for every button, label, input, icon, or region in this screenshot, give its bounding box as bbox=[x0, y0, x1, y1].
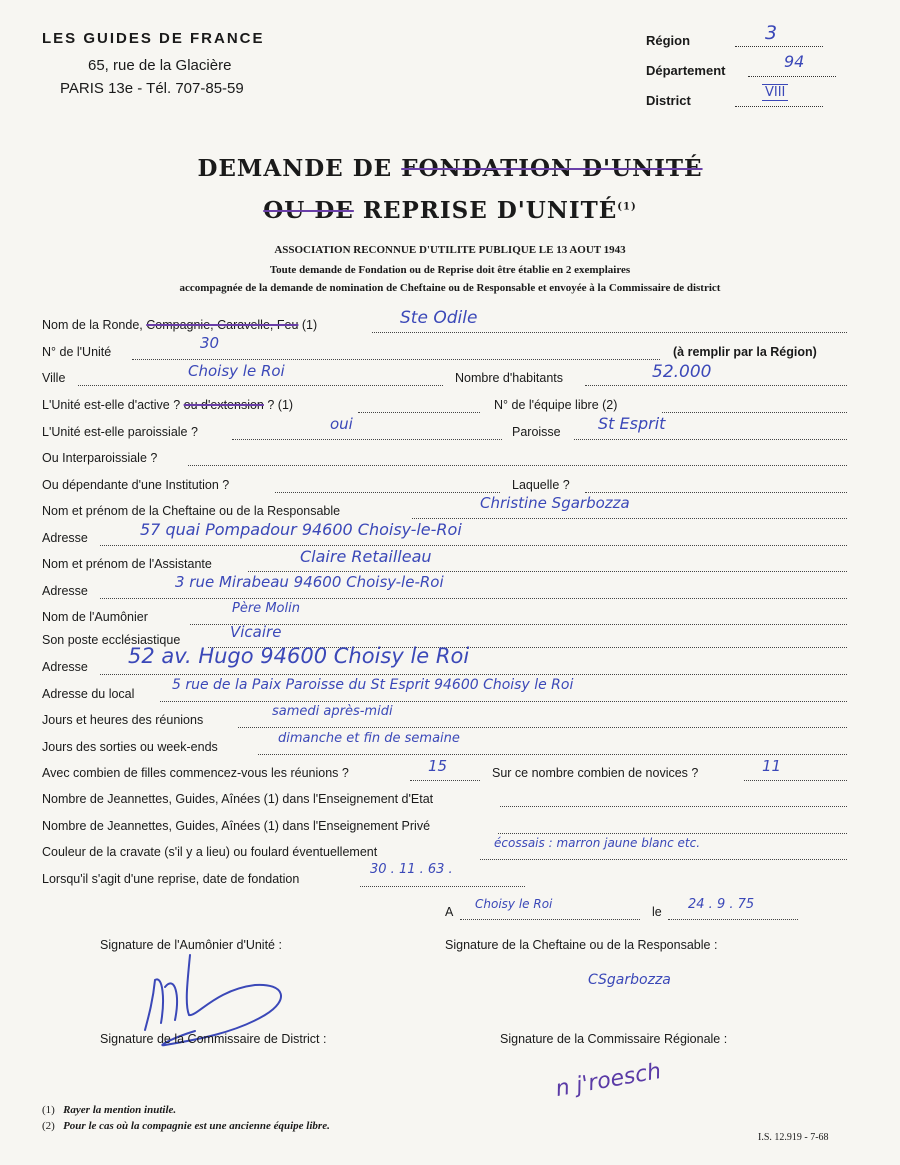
footnote-2: (2) Pour le cas où la compagnie est une ancienne équipe libre. bbox=[42, 1120, 330, 1132]
ville-label: Ville bbox=[42, 371, 66, 385]
aumonier-label: Nom de l'Aumônier bbox=[42, 610, 148, 624]
title-note: (1) bbox=[617, 201, 637, 213]
habitants-field[interactable] bbox=[585, 373, 847, 386]
institution-label: Ou dépendante d'une Institution ? bbox=[42, 478, 230, 492]
novices-value: 11 bbox=[762, 757, 782, 775]
title-line1 bbox=[0, 155, 900, 182]
reprise-value: 30 . 11 . 63 . bbox=[370, 862, 453, 877]
title-ou-de-struck: OU DE bbox=[263, 197, 354, 224]
ville-value: Choisy le Roi bbox=[188, 362, 285, 380]
departement-value: 94 bbox=[784, 52, 805, 71]
etat-field[interactable] bbox=[500, 794, 847, 807]
nom-ronde-label: Nom de la Ronde, Compagnie, Caravelle, Feu (1) bbox=[42, 318, 318, 332]
paroisse-value: St Esprit bbox=[598, 414, 666, 433]
equipe-label: N° de l'équipe libre (2) bbox=[494, 398, 618, 412]
adresse-aumonier-value: 52 av. Hugo 94600 Choisy le Roi bbox=[128, 644, 470, 668]
adresse-cheftaine-value: 57 quai Pompadour 94600 Choisy-le-Roi bbox=[140, 520, 462, 539]
adresse-cheftaine-label: Adresse bbox=[42, 531, 88, 545]
active-field[interactable] bbox=[358, 400, 480, 413]
habitants-label: Nombre d'habitants bbox=[455, 371, 564, 385]
paroissiale-label: L'Unité est-elle paroissiale ? bbox=[42, 425, 198, 439]
reunions-value: samedi après-midi bbox=[272, 704, 393, 719]
cheftaine-signature: CSgarbozza bbox=[588, 972, 671, 988]
sorties-label: Jours des sorties ou week-ends bbox=[42, 740, 218, 754]
reunions-label: Jours et heures des réunions bbox=[42, 713, 204, 727]
adresse-assistante-label: Adresse bbox=[42, 584, 88, 598]
prive-field[interactable] bbox=[498, 821, 847, 834]
equipe-field[interactable] bbox=[662, 400, 847, 413]
paroissiale-value: oui bbox=[330, 415, 353, 433]
cravate-value: écossais : marron jaune blanc etc. bbox=[494, 836, 701, 850]
assistante-label: Nom et prénom de l'Assistante bbox=[42, 557, 212, 571]
laquelle-field[interactable] bbox=[585, 480, 847, 493]
subtitle-instructions-1: Toute demande de Fondation ou de Reprise doit être établie en 2 exemplaires bbox=[269, 264, 631, 276]
assistante-value: Claire Retailleau bbox=[300, 547, 432, 566]
filles-value: 15 bbox=[428, 757, 448, 775]
paroisse-label: Paroisse bbox=[512, 425, 561, 439]
novices-field[interactable] bbox=[744, 768, 847, 781]
title-line2 bbox=[0, 197, 900, 224]
active-label: L'Unité est-elle d'active ? ou d'extension ? (1) bbox=[42, 398, 294, 412]
signature-commissaire-district-label: Signature de la Commissaire de District : bbox=[100, 1032, 327, 1046]
regionale-signature: n j'roesch bbox=[553, 1058, 664, 1103]
interparoissiale-label: Ou Interparoissiale ? bbox=[42, 451, 158, 465]
region-field[interactable] bbox=[735, 30, 823, 47]
poste-value: Vicaire bbox=[230, 623, 282, 641]
departement-label: Département bbox=[646, 63, 726, 78]
subtitle-instructions-2: accompagnée de la demande de nomination de Cheftaine ou de Responsable et envoyée à la Commissaire de district bbox=[179, 282, 721, 294]
lieu-label: A bbox=[445, 905, 454, 919]
title-demande: DEMANDE DE bbox=[197, 155, 393, 182]
district-label: District bbox=[646, 93, 691, 108]
lieu-value: Choisy le Roi bbox=[475, 897, 553, 911]
sorties-value: dimanche et fin de semaine bbox=[278, 731, 460, 746]
cheftaine-value: Christine Sgarbozza bbox=[480, 494, 630, 512]
novices-label: Sur ce nombre combien de novices ? bbox=[492, 766, 699, 780]
unite-label: N° de l'Unité bbox=[42, 345, 112, 359]
unite-value: 30 bbox=[200, 334, 220, 352]
footnote-1: (1) Rayer la mention inutile. bbox=[42, 1104, 177, 1116]
org-address-line1: 65, rue de la Glacière bbox=[88, 57, 232, 74]
date-value: 24 . 9 . 75 bbox=[688, 897, 755, 912]
region-label: Région bbox=[646, 33, 691, 48]
region-value: 3 bbox=[765, 22, 778, 44]
adresse-aumonier-label: Adresse bbox=[42, 660, 88, 674]
cheftaine-label: Nom et prénom de la Cheftaine ou de la Responsable bbox=[42, 504, 341, 518]
filles-label: Avec combien de filles commencez-vous les réunions ? bbox=[42, 766, 349, 780]
local-value: 5 rue de la Paix Paroisse du St Esprit 94600 Choisy le Roi bbox=[172, 677, 574, 693]
habitants-value: 52.000 bbox=[652, 362, 712, 382]
institution-field[interactable] bbox=[275, 480, 500, 493]
local-label: Adresse du local bbox=[42, 687, 135, 701]
prive-label: Nombre de Jeannettes, Guides, Aînées (1) dans l'Enseignement Privé bbox=[42, 819, 431, 833]
adresse-assistante-value: 3 rue Mirabeau 94600 Choisy-le-Roi bbox=[175, 573, 444, 591]
interparoissiale-field[interactable] bbox=[188, 453, 847, 466]
signature-cheftaine-label: Signature de la Cheftaine ou de la Responsable : bbox=[445, 938, 718, 952]
aumonier-value: Père Molin bbox=[232, 601, 300, 616]
title-fondation-struck: FONDATION D'UNITÉ bbox=[401, 155, 703, 182]
org-name: LES GUIDES DE FRANCE bbox=[42, 30, 265, 47]
paroissiale-field[interactable] bbox=[232, 427, 502, 440]
form-reference: I.S. 12.919 - 7-68 bbox=[758, 1132, 829, 1143]
laquelle-label: Laquelle ? bbox=[512, 478, 570, 492]
poste-label: Son poste ecclésiastique bbox=[42, 633, 181, 647]
signature-commissaire-regionale-label: Signature de la Commissaire Régionale : bbox=[500, 1032, 728, 1046]
unite-note: (à remplir par la Région) bbox=[673, 345, 817, 359]
date-label: le bbox=[652, 905, 662, 919]
cravate-label: Couleur de la cravate (s'il y a lieu) ou foulard éventuellement bbox=[42, 845, 378, 859]
signature-aumonier-label: Signature de l'Aumônier d'Unité : bbox=[100, 938, 282, 952]
subtitle-association: ASSOCIATION RECONNUE D'UTILITE PUBLIQUE LE 13 AOUT 1943 bbox=[274, 244, 626, 256]
org-address-line2: PARIS 13e - Tél. 707-85-59 bbox=[60, 80, 244, 97]
district-value: VIII bbox=[762, 84, 788, 101]
title-reprise: REPRISE D'UNITÉ bbox=[362, 197, 618, 224]
reprise-label: Lorsqu'il s'agit d'une reprise, date de fondation bbox=[42, 872, 300, 886]
nom-ronde-value: Ste Odile bbox=[400, 308, 478, 328]
etat-label: Nombre de Jeannettes, Guides, Aînées (1) dans l'Enseignement d'Etat bbox=[42, 792, 434, 806]
